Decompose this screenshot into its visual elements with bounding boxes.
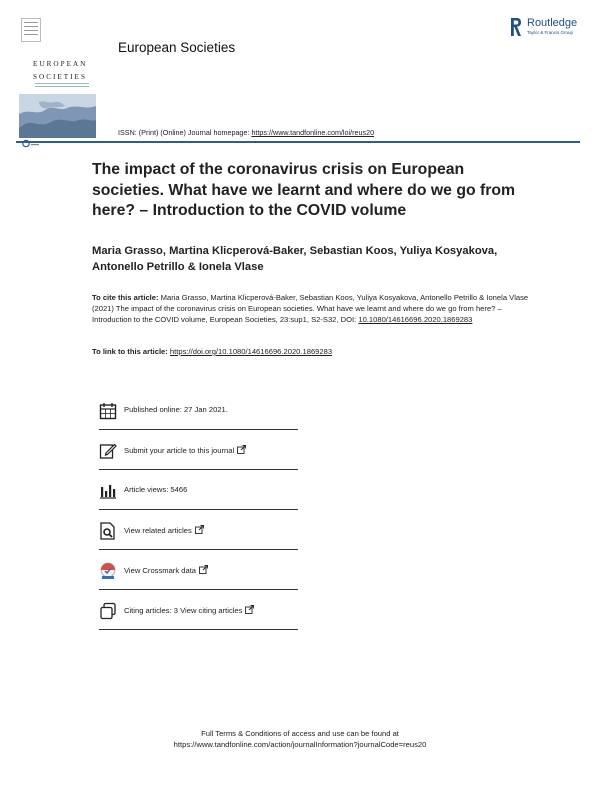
footer-terms-text: Full Terms & Conditions of access and use can be found at [201,729,399,738]
related-row[interactable] [99,510,298,550]
citation-label: To cite this article: [92,293,159,302]
article-authors: Maria Grasso, Martina Klicperová-Baker, Sebastian Koos, Yuliya Kosyakova, Antonello Petrillo & Ionela Vlase [92,245,498,273]
views-row [99,470,298,510]
footer [0,728,600,750]
citing-row[interactable] [99,590,298,630]
article-doi-url[interactable]: https://doi.org/10.1080/14616696.2020.1869283 [169,347,333,356]
external-link-icon [199,565,208,574]
external-link-icon [245,605,254,614]
crossmark-link[interactable]: View Crossmark data [124,565,208,575]
citing-articles-link[interactable]: Citing articles: 3 View citing articles [124,605,254,615]
cover-label-box [21,18,41,42]
external-link-icon [237,445,246,454]
routledge-r-icon [510,17,522,37]
citation-text: Maria Grasso, Martina Klicperová-Baker, Sebastian Koos, Yuliya Kosyakova, Antonello Petrillo & Ionela Vlase (2021) The impact of the coronavirus crisis on European societies. What have we learnt and where do we go from here? – Introduction to the COVID volume, European Societies, 23:sup1, S2-S32, DOI: [92,293,529,324]
footer-terms-url[interactable]: https://www.tandfonline.com/action/journalInformation?journalCode=reus20 [173,740,427,749]
issn-text: ISSN: (Print) (Online) Journal homepage: [118,128,252,137]
publisher-name: Routledge [527,17,578,29]
crossmark-row[interactable] [99,550,298,590]
issn-line [118,128,374,137]
routledge-logo[interactable] [510,16,590,40]
article-views: Article views: 5466 [124,485,188,494]
submit-link[interactable]: Submit your article to this journal [124,445,246,455]
header-divider [16,141,580,143]
link-block [92,347,532,356]
link-label: To link to this article: [92,347,170,356]
edit-icon [99,442,117,460]
submit-row[interactable] [99,430,298,470]
citing-articles-icon [99,602,117,620]
published-date: Published online: 27 Jan 2021. [124,405,228,414]
journal-name[interactable]: European Societies [118,40,236,55]
crossmark-icon [99,562,117,580]
calendar-icon [99,402,117,420]
citation-block [92,293,532,325]
bar-chart-icon [99,482,117,500]
journal-cover [19,16,96,136]
published-row [99,390,298,430]
cover-map-image [19,94,96,138]
article-title: The impact of the coronavirus crisis on European societies. What have we learnt and where do we go from here? – Introduction to the COVID volume [92,161,516,219]
doi-link[interactable]: 10.1080/14616696.2020.1869283 [358,314,473,324]
related-articles-link[interactable]: View related articles [124,525,204,535]
journal-homepage-link[interactable]: https://www.tandfonline.com/loi/reus20 [251,128,375,137]
related-articles-icon [99,522,117,540]
cover-journal-title: EUROPEAN SOCIETIES [33,60,88,81]
external-link-icon [195,525,204,534]
publisher-subtitle: Taylor & Francis Group [527,30,574,35]
